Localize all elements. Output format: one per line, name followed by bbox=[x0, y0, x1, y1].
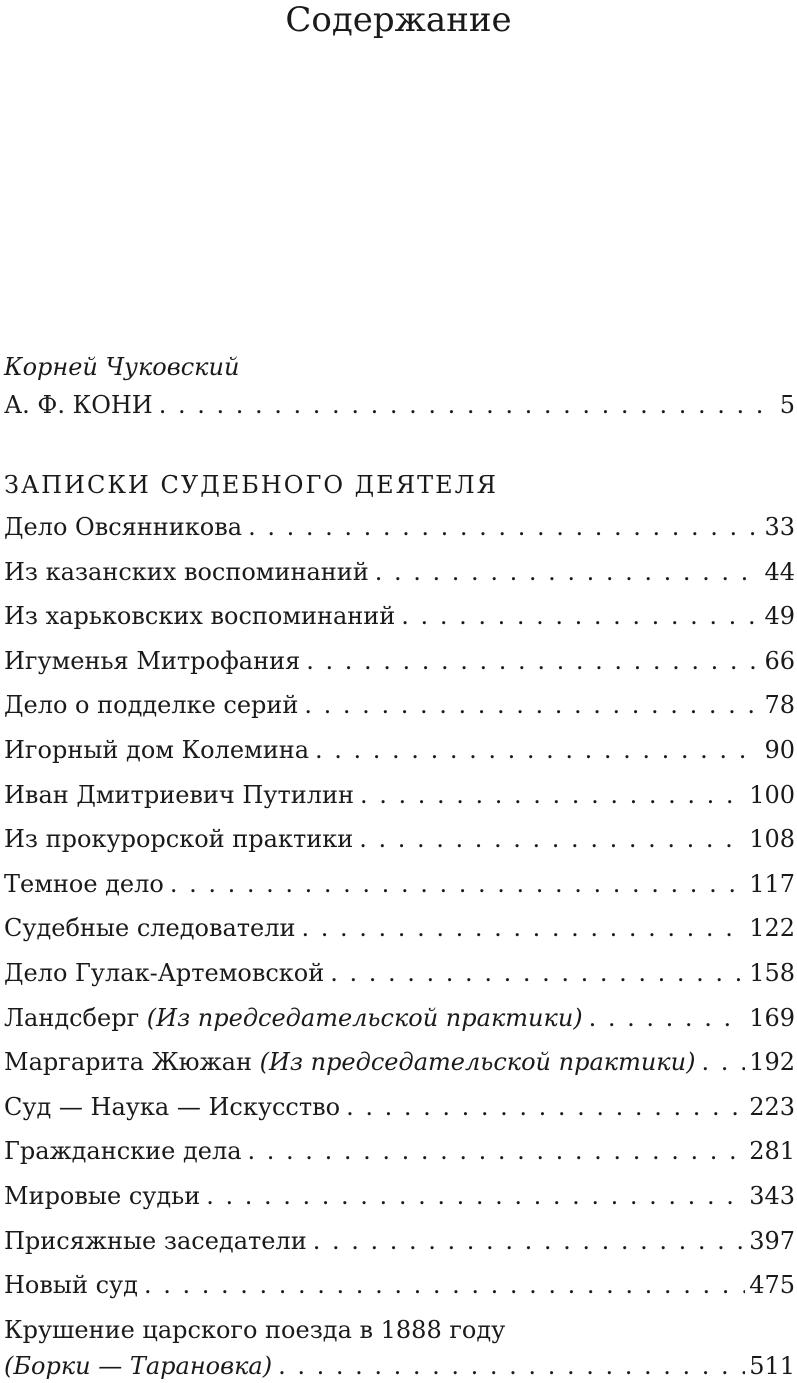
toc-page-number: 66 bbox=[764, 646, 795, 675]
intro-author: Корней Чуковский bbox=[4, 353, 240, 381]
toc-entry[interactable] bbox=[4, 780, 795, 810]
section-heading: ЗАПИСКИ СУДЕБНОГО ДЕЯТЕЛЯ bbox=[4, 471, 499, 499]
toc-leader-dots bbox=[360, 780, 745, 810]
toc-leader-dots bbox=[589, 1003, 746, 1033]
toc-entry-label: Темное дело bbox=[4, 869, 164, 898]
toc-entry[interactable] bbox=[4, 1226, 795, 1256]
toc-page-number: 169 bbox=[749, 1003, 795, 1032]
toc-page-number: 49 bbox=[764, 602, 795, 631]
toc-entry[interactable] bbox=[4, 690, 795, 720]
toc-entry-label: Из казанских воспоминаний bbox=[4, 557, 369, 586]
toc-page-number: 343 bbox=[749, 1182, 795, 1210]
toc-entry[interactable] bbox=[4, 512, 795, 542]
toc-leader-dots bbox=[278, 1351, 745, 1381]
toc-entry[interactable] bbox=[4, 1270, 795, 1300]
toc-leader-dots bbox=[144, 1270, 745, 1300]
page-title: Содержание bbox=[285, 0, 512, 40]
toc-page-number: 281 bbox=[749, 1137, 795, 1166]
toc-leader-dots bbox=[330, 958, 745, 988]
toc-entry-label: Ландсберг (Из председательской практики) bbox=[4, 1003, 583, 1032]
toc-entry-label: Игорный дом Колемина bbox=[4, 736, 310, 764]
toc-leader-dots bbox=[170, 869, 745, 899]
toc-leader-dots bbox=[375, 557, 761, 587]
toc-entry-label: Судебные следователи bbox=[4, 914, 296, 943]
toc-entry-subtitle: (Из председательской практики) bbox=[259, 1048, 696, 1077]
toc-entry[interactable] bbox=[4, 601, 795, 631]
toc-entry-label: Из прокурорской практики bbox=[4, 825, 354, 854]
toc-page-number: 475 bbox=[749, 1271, 795, 1300]
toc-entry[interactable] bbox=[4, 824, 795, 854]
toc-entry[interactable] bbox=[4, 869, 795, 899]
toc-leader-dots bbox=[315, 735, 760, 765]
toc-entry[interactable] bbox=[4, 1181, 795, 1211]
toc-entry[interactable] bbox=[4, 557, 795, 587]
toc-page-number: 108 bbox=[749, 825, 795, 854]
toc-page-number: 117 bbox=[749, 869, 795, 898]
toc-entry-label: Мировые судьи bbox=[4, 1182, 201, 1210]
toc-page-number: 158 bbox=[749, 959, 795, 987]
toc-leader-dots bbox=[304, 690, 760, 720]
toc-entry-label: А. Ф. КОНИ bbox=[4, 391, 153, 419]
toc-entry-label: Новый суд bbox=[4, 1271, 138, 1300]
toc-leader-dots bbox=[159, 390, 776, 420]
toc-entry[interactable] bbox=[4, 1136, 795, 1166]
toc-entry-label-italic: (Борки — Тарановка) bbox=[4, 1351, 273, 1380]
toc-leader-dots bbox=[248, 512, 760, 542]
toc-entry-label: Игуменья Митрофания bbox=[4, 646, 301, 675]
toc-entry-subtitle: (Из председательской практики) bbox=[146, 1003, 583, 1032]
toc-entry-label: Присяжные заседатели bbox=[4, 1226, 307, 1255]
toc-entry-label: Суд — Наука — Искусство bbox=[4, 1092, 341, 1121]
toc-entry-label: Маргарита Жюжан (Из председательской практики) bbox=[4, 1048, 696, 1077]
toc-entry-label: Крушение царского поезда в 1888 году bbox=[4, 1315, 506, 1344]
toc-page-number: 100 bbox=[749, 780, 795, 809]
toc-entry-label: Иван Дмитриевич Путилин bbox=[4, 780, 354, 809]
toc-entry[interactable] bbox=[4, 1092, 795, 1122]
toc-entry[interactable] bbox=[4, 1003, 795, 1033]
toc-page-number: 122 bbox=[749, 914, 795, 943]
toc-leader-dots bbox=[313, 1226, 745, 1256]
toc-entry[interactable] bbox=[4, 958, 795, 988]
toc-page-number: 223 bbox=[749, 1092, 795, 1121]
toc-entry[interactable] bbox=[4, 913, 795, 943]
toc-leader-dots bbox=[346, 1092, 745, 1122]
toc-entry[interactable] bbox=[4, 646, 795, 676]
toc-entry-label: Дело Овсянникова bbox=[4, 513, 243, 541]
toc-entry[interactable] bbox=[4, 735, 795, 765]
toc-entry-label: Гражданские дела bbox=[4, 1137, 242, 1166]
toc-page-number: 511 bbox=[749, 1351, 795, 1380]
toc-page-number: 397 bbox=[749, 1226, 795, 1255]
toc-entry-label: Дело о подделке серий bbox=[4, 691, 299, 720]
toc-entry-intro[interactable] bbox=[4, 390, 795, 420]
toc-leader-dots bbox=[248, 1136, 746, 1166]
toc-leader-dots bbox=[306, 646, 760, 676]
toc-leader-dots bbox=[701, 1047, 745, 1077]
toc-leader-dots bbox=[206, 1181, 745, 1211]
toc-leader-dots bbox=[302, 913, 746, 943]
toc-entry-label: Дело Гулак-Артемовской bbox=[4, 959, 325, 987]
toc-entry[interactable] bbox=[4, 1047, 795, 1077]
toc-page-number: 192 bbox=[749, 1048, 795, 1077]
toc-page-number: 33 bbox=[764, 513, 795, 541]
toc-leader-dots bbox=[401, 601, 760, 631]
toc-leader-dots bbox=[359, 824, 745, 854]
toc-page-number: 5 bbox=[779, 391, 795, 419]
toc-page-number: 44 bbox=[764, 557, 795, 586]
toc-entry-label: Из харьковских воспоминаний bbox=[4, 602, 396, 631]
toc-entry[interactable] bbox=[4, 1351, 795, 1381]
toc-page-number: 90 bbox=[764, 736, 795, 764]
toc-page-number: 78 bbox=[764, 691, 795, 720]
